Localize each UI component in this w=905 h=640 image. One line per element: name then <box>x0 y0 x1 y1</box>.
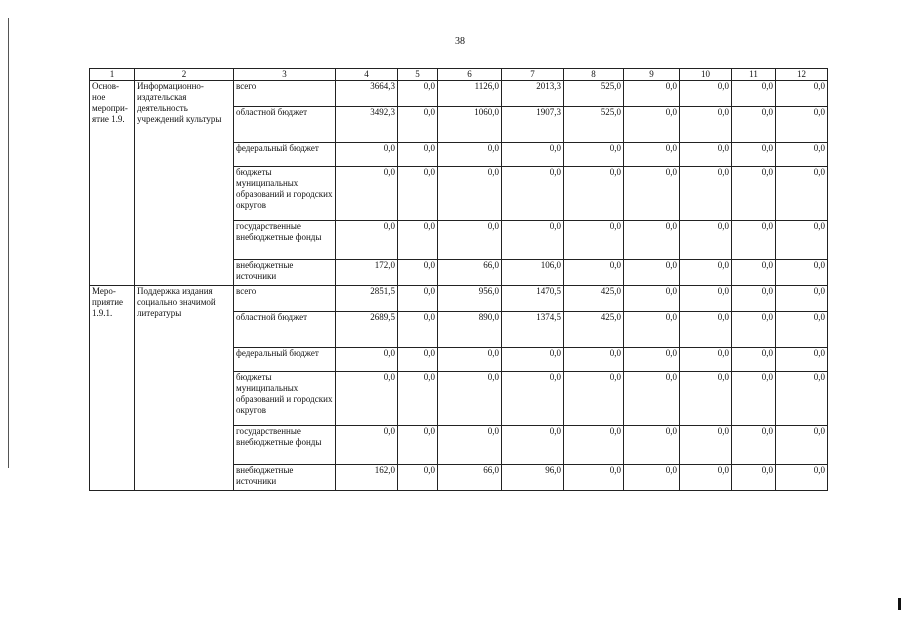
value-cell: 0,0 <box>624 143 680 167</box>
value-cell: 0,0 <box>502 143 564 167</box>
funding-source-cell: всего <box>234 286 336 312</box>
value-cell: 956,0 <box>438 286 502 312</box>
value-cell: 0,0 <box>438 348 502 372</box>
funding-source-cell: внебюджетные источники <box>234 260 336 286</box>
value-cell: 0,0 <box>680 465 732 491</box>
value-cell: 0,0 <box>776 143 828 167</box>
value-cell: 425,0 <box>564 286 624 312</box>
value-cell: 0,0 <box>732 143 776 167</box>
value-cell: 66,0 <box>438 260 502 286</box>
value-cell: 0,0 <box>336 348 398 372</box>
value-cell: 0,0 <box>398 465 438 491</box>
value-cell: 0,0 <box>564 260 624 286</box>
column-header-2: 2 <box>135 69 234 81</box>
value-cell: 3664,3 <box>336 81 398 107</box>
value-cell: 0,0 <box>336 372 398 426</box>
funding-source-cell: областной бюджет <box>234 312 336 348</box>
value-cell: 1907,3 <box>502 107 564 143</box>
value-cell: 0,0 <box>438 372 502 426</box>
value-cell: 0,0 <box>624 221 680 260</box>
value-cell: 0,0 <box>502 167 564 221</box>
value-cell: 0,0 <box>502 426 564 465</box>
value-cell: 0,0 <box>398 167 438 221</box>
funding-source-cell: бюджеты муниципальных образований и городских округов <box>234 167 336 221</box>
value-cell: 0,0 <box>336 426 398 465</box>
value-cell: 0,0 <box>624 348 680 372</box>
value-cell: 0,0 <box>438 221 502 260</box>
value-cell: 2689,5 <box>336 312 398 348</box>
value-cell: 0,0 <box>776 286 828 312</box>
column-header-1: 1 <box>90 69 135 81</box>
value-cell: 0,0 <box>732 81 776 107</box>
value-cell: 1060,0 <box>438 107 502 143</box>
value-cell: 0,0 <box>502 221 564 260</box>
header-row <box>90 69 828 81</box>
value-cell: 0,0 <box>398 107 438 143</box>
funding-source-cell: областной бюджет <box>234 107 336 143</box>
value-cell: 0,0 <box>564 465 624 491</box>
value-cell: 2013,3 <box>502 81 564 107</box>
value-cell: 0,0 <box>564 143 624 167</box>
funding-source-cell: федеральный бюджет <box>234 348 336 372</box>
value-cell: 0,0 <box>732 426 776 465</box>
value-cell: 0,0 <box>732 465 776 491</box>
value-cell: 0,0 <box>680 167 732 221</box>
value-cell: 3492,3 <box>336 107 398 143</box>
activity-name-cell: Поддержка издания социально значимой литературы <box>135 286 234 491</box>
value-cell: 0,0 <box>624 167 680 221</box>
value-cell: 0,0 <box>732 372 776 426</box>
funding-source-cell: государственные внебюджетные фонды <box>234 221 336 260</box>
value-cell: 0,0 <box>624 465 680 491</box>
column-header-8: 8 <box>564 69 624 81</box>
value-cell: 0,0 <box>680 221 732 260</box>
value-cell: 0,0 <box>564 372 624 426</box>
value-cell: 0,0 <box>680 81 732 107</box>
value-cell: 0,0 <box>624 372 680 426</box>
value-cell: 0,0 <box>564 426 624 465</box>
activity-name-cell: Информационно-издательская деятельность учреждений культуры <box>135 81 234 286</box>
table-row <box>90 81 828 107</box>
value-cell: 0,0 <box>438 143 502 167</box>
value-cell: 0,0 <box>680 348 732 372</box>
value-cell: 0,0 <box>398 348 438 372</box>
value-cell: 106,0 <box>502 260 564 286</box>
value-cell: 425,0 <box>564 312 624 348</box>
value-cell: 0,0 <box>624 286 680 312</box>
value-cell: 96,0 <box>502 465 564 491</box>
value-cell: 0,0 <box>776 372 828 426</box>
value-cell: 0,0 <box>564 167 624 221</box>
value-cell: 0,0 <box>336 167 398 221</box>
value-cell: 0,0 <box>398 286 438 312</box>
value-cell: 0,0 <box>336 221 398 260</box>
funding-source-cell: всего <box>234 81 336 107</box>
value-cell: 0,0 <box>624 107 680 143</box>
value-cell: 66,0 <box>438 465 502 491</box>
column-header-5: 5 <box>398 69 438 81</box>
column-header-11: 11 <box>732 69 776 81</box>
value-cell: 0,0 <box>438 426 502 465</box>
value-cell: 0,0 <box>502 372 564 426</box>
value-cell: 0,0 <box>732 312 776 348</box>
value-cell: 2851,5 <box>336 286 398 312</box>
value-cell: 890,0 <box>438 312 502 348</box>
value-cell: 0,0 <box>680 426 732 465</box>
value-cell: 0,0 <box>732 221 776 260</box>
value-cell: 0,0 <box>680 286 732 312</box>
value-cell: 0,0 <box>776 465 828 491</box>
value-cell: 0,0 <box>732 167 776 221</box>
value-cell: 0,0 <box>624 312 680 348</box>
value-cell: 0,0 <box>732 286 776 312</box>
page-number: 38 <box>455 36 465 47</box>
activity-code-cell: Меро-приятие 1.9.1. <box>90 286 135 491</box>
funding-source-cell: внебюджетные источники <box>234 465 336 491</box>
table-row <box>90 286 828 312</box>
value-cell: 1470,5 <box>502 286 564 312</box>
column-header-6: 6 <box>438 69 502 81</box>
value-cell: 0,0 <box>776 312 828 348</box>
column-header-3: 3 <box>234 69 336 81</box>
value-cell: 0,0 <box>680 372 732 426</box>
value-cell: 0,0 <box>336 143 398 167</box>
page-margin-line <box>8 18 9 468</box>
value-cell: 0,0 <box>398 221 438 260</box>
value-cell: 525,0 <box>564 81 624 107</box>
value-cell: 0,0 <box>732 107 776 143</box>
value-cell: 0,0 <box>680 143 732 167</box>
value-cell: 525,0 <box>564 107 624 143</box>
value-cell: 0,0 <box>776 348 828 372</box>
value-cell: 0,0 <box>680 260 732 286</box>
column-header-4: 4 <box>336 69 398 81</box>
value-cell: 0,0 <box>680 107 732 143</box>
value-cell: 0,0 <box>398 143 438 167</box>
value-cell: 0,0 <box>398 81 438 107</box>
value-cell: 0,0 <box>776 107 828 143</box>
value-cell: 162,0 <box>336 465 398 491</box>
value-cell: 0,0 <box>624 260 680 286</box>
value-cell: 0,0 <box>776 81 828 107</box>
funding-source-cell: бюджеты муниципальных образований и городских округов <box>234 372 336 426</box>
funding-source-cell: государственные внебюджетные фонды <box>234 426 336 465</box>
value-cell: 172,0 <box>336 260 398 286</box>
value-cell: 0,0 <box>624 426 680 465</box>
value-cell: 0,0 <box>398 372 438 426</box>
value-cell: 0,0 <box>680 312 732 348</box>
column-header-7: 7 <box>502 69 564 81</box>
value-cell: 1126,0 <box>438 81 502 107</box>
funding-source-cell: федеральный бюджет <box>234 143 336 167</box>
value-cell: 0,0 <box>564 221 624 260</box>
value-cell: 0,0 <box>398 312 438 348</box>
table-body <box>90 81 828 491</box>
value-cell: 0,0 <box>776 167 828 221</box>
value-cell: 0,0 <box>776 426 828 465</box>
budget-table <box>89 68 828 491</box>
value-cell: 0,0 <box>398 426 438 465</box>
value-cell: 0,0 <box>732 260 776 286</box>
value-cell: 0,0 <box>776 260 828 286</box>
value-cell: 0,0 <box>776 221 828 260</box>
column-header-10: 10 <box>680 69 732 81</box>
scan-mark <box>898 598 901 610</box>
value-cell: 0,0 <box>624 81 680 107</box>
value-cell: 0,0 <box>438 167 502 221</box>
value-cell: 1374,5 <box>502 312 564 348</box>
value-cell: 0,0 <box>502 348 564 372</box>
value-cell: 0,0 <box>398 260 438 286</box>
activity-code-cell: Основ-ное меропри-ятие 1.9. <box>90 81 135 286</box>
value-cell: 0,0 <box>564 348 624 372</box>
column-header-9: 9 <box>624 69 680 81</box>
value-cell: 0,0 <box>732 348 776 372</box>
column-header-12: 12 <box>776 69 828 81</box>
